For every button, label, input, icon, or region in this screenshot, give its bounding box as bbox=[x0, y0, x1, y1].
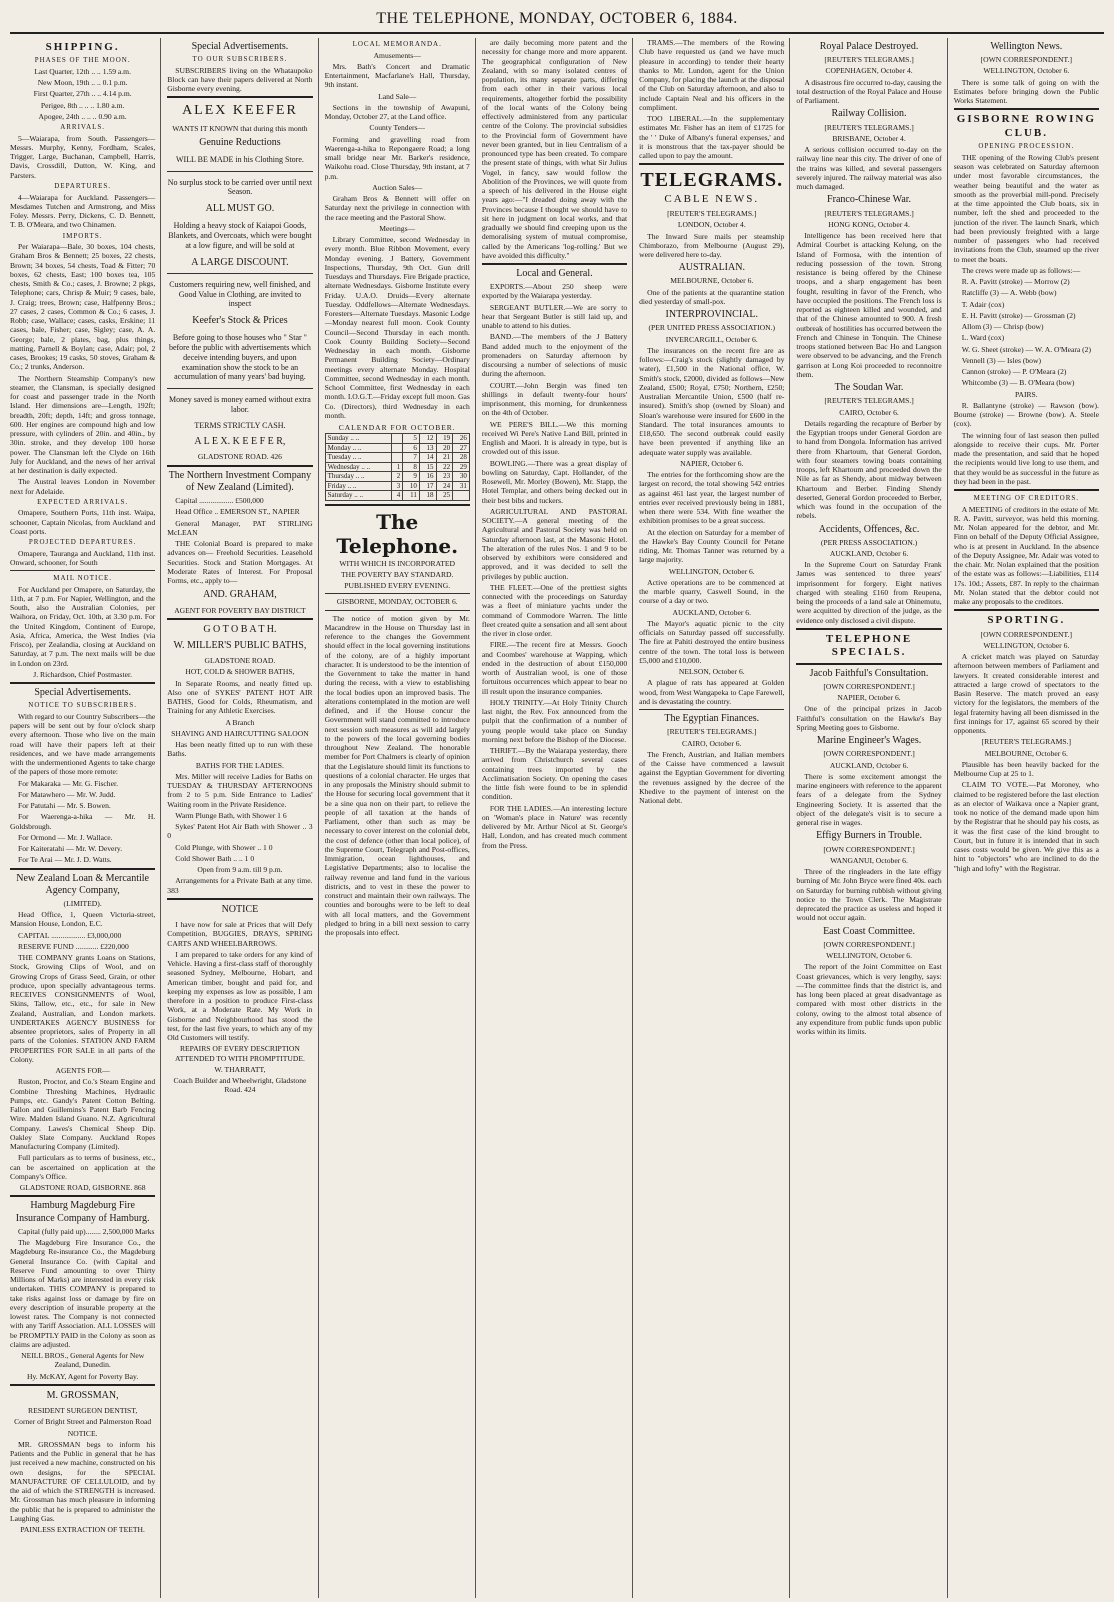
palace-text: A disastrous fire occurred to-day, causing the total destruction of the Royal Palace and House of Parliament. bbox=[796, 77, 942, 106]
calendar-cell: Wednesday .. .. bbox=[325, 462, 391, 472]
genuine-reductions: Genuine Reductions bbox=[199, 136, 281, 148]
palace-dateline: COPENHAGEN, October 4. bbox=[825, 66, 913, 76]
calendar-cell: 6 bbox=[403, 443, 420, 453]
effigy-corr: [OWN CORRESPONDENT.] bbox=[823, 844, 915, 854]
calendar-cell: 10 bbox=[403, 481, 420, 491]
tharratt-sub: Coach Builder and Wheelwright, Gladstone Road. 424 bbox=[173, 1076, 307, 1095]
sporting-heading: SPORTING. bbox=[987, 614, 1066, 627]
calendar-cell: 14 bbox=[419, 453, 436, 463]
ladies-text: Mrs. Miller will receive Ladies for Baths on TUESDAY & THURSDAY AFTERNOONS from 2 to 5 p.m. Side Entrance to Ladies' Waiting room in the Private Residence. bbox=[167, 771, 313, 809]
calendar-cell: Tuesday .. .. bbox=[325, 453, 391, 463]
soudan-dateline: CAIRO, October 6. bbox=[839, 407, 899, 417]
agent-line: For Kaiteratahi — Mr. W. Devery. bbox=[18, 844, 123, 854]
soudan-text: Details regarding the recapture of Berber by the Egyptian troops under General Gordon are to hand from Dongola. Information has arrived there from Khartoum, that General Gordon, with four steamers towing boats containing troops, left Khartoum and proceeded down the Nile as far as Shendy, about midway between Khartoum and Berber. Finding Shendy deserted, General Gordon proceeded to Berber, which was found in the occupation of the rebels. bbox=[796, 418, 942, 521]
insurances-text: The insurances on the recent fire are as follows:—Craig's stock (slightly damaged by water), £1,500 in the National office, W. Smith's stock, £2000, divided as follows—New Zealand, £500; Royal, £750; Northern, £250; Australian Mercantile Union, £500 (half re-insured). Smith's shop (owned by Sloan) and Sloan's warehouse were insured for £600 in the Standard. The total insurances amounts to £18,650. The second outbreak could easily have been prevented if anything like an adequate water supply was available. bbox=[639, 345, 785, 457]
telegrams-heading: TELEGRAMS. bbox=[640, 169, 784, 192]
money-saved: Money saved is money earned without extra labor. bbox=[169, 395, 311, 414]
calendar-cell: Friday .. .. bbox=[325, 481, 391, 491]
agent-line: For Makaraka — Mr. G. Fischer. bbox=[18, 778, 118, 788]
loan-text: THE COMPANY grants Loans on Stations, Stock, Growing Clips of Wool, and on Growing Crops of Grass Seed, Grain, or other produce, upon specially advantageous terms. RECEIVES CONSIGNMENTS of Wool, Skins, Tallow, etc., etc., for sale in New Zealand, Australian, and London markets. UNDERTAKES AGENCY BUSINESS for absentee proprietors, sales of Property in all parts of the Colonies. STATION AND FARM PROPERTIES FOR SALE in all parts of the Colony. bbox=[10, 953, 156, 1064]
loan-limited: (LIMITED). bbox=[63, 898, 102, 908]
land-sale-label: Land Sale— bbox=[378, 91, 417, 101]
crew-line: Whitcombe (3) — B. O'Meara (bow) bbox=[961, 378, 1075, 388]
london-text: The Inward Sure mails per steamship Chimborazo, from Melbourne (August 29), were delivered here to-day. bbox=[639, 231, 785, 260]
calendar-cell bbox=[453, 491, 470, 501]
customers-text: Customers requiring new, well finished, and Good Value in Clothing, are invited to inspect bbox=[169, 279, 311, 309]
accidents-heading: Accidents, Offences, &c. bbox=[818, 523, 920, 535]
hamburg-agent: Hy. McKAY, Agent for Poverty Bay. bbox=[27, 1371, 139, 1381]
agents-list bbox=[10, 779, 155, 865]
calendar-cell: Thursday .. .. bbox=[325, 472, 391, 482]
departures-heading: DEPARTURES. bbox=[54, 181, 112, 190]
calendar-row bbox=[325, 453, 469, 463]
wellington-dateline: WELLINGTON, October 6. bbox=[668, 566, 755, 576]
east-coast-heading: East Coast Committee. bbox=[823, 925, 916, 937]
crew-line: E. H. Pavitt (stroke) — Grossman (2) bbox=[961, 310, 1076, 320]
calendar-cell bbox=[391, 443, 403, 453]
melbourne-dateline-2: MELBOURNE, October 6. bbox=[984, 748, 1068, 758]
calendar-cell bbox=[391, 434, 403, 444]
local-item: WE PERE'S BILL.—We this morning received Wi Pere's Native Land Bill, printed in English and Maori. It is already in type, but is crowded out of this issue. bbox=[481, 419, 628, 457]
calendar-caption: CALENDAR FOR OCTOBER. bbox=[338, 423, 456, 433]
loan-heading: New Zealand Loan & Mercantile Agency Company, bbox=[16, 872, 149, 896]
loan-address: GLADSTONE ROAD, GISBORNE. 868 bbox=[19, 1183, 146, 1193]
melbourne-cup-text: Plausible has been heavily backed for the Melbourne Cup at 25 to 1. bbox=[953, 759, 1099, 779]
notice-subheading: NOTICE TO SUBSCRIBERS. bbox=[28, 701, 137, 710]
tharratt-text: I am prepared to take orders for any kind of Vehicle. Having a first-class staff of thoroughly seasoned Sydney, Melbourne, Hobart, and American timber, bought and paid for, and keeping my expenses as low as possible, I am therefore in a position to produce First-class Work, at a Moderate Rate. My Work in Gisborne and Neighbourhood has stood the test, for the last five years, to which any of my Old Customers will testify. bbox=[167, 949, 313, 1043]
wellington-text: Active operations are to be commenced at the marble quarry, Caswell Sound, in the course of a day or two. bbox=[639, 577, 785, 606]
special-ads-heading-2: Special Advertisements. bbox=[191, 41, 289, 52]
agent-line: For Patutahi — Mr. S. Bowen. bbox=[18, 801, 111, 811]
meetings-text: Library Committee, second Wednesday in every month. Blue Ribbon Movement, every Monday evening. J Battery, Government Inspections, Thursday, 9th Oct. Gun drill Tuesdays and Thursdays. Fire Brigade practice, alternate Wednesdays. Gisborne Institute every Friday. U.A.O. Druids—Every alternate Tuesday. Oddfellows—Alternate Wednesdays. Foresters—Alternate Tuesdays. Masonic Lodge—Monday nearest full moon. Cook County Council—Second Thursday in each month. Cook County Building Society—Second Wednesday in each month. Gisborne Permanent Building Society—Ordinary meetings every alternate Monday. Hospital Committee, second Wednesday in each month. School Committee, first Wednesday in each month. I.O.G.T.—Friday except full moon. Gas Co. (Directors), third Wednesday in each month. bbox=[324, 235, 470, 420]
mail-sign: J. Richardson, Chief Postmaster. bbox=[33, 669, 132, 679]
crews-list bbox=[954, 277, 1099, 388]
nameplate-sub: WITH WHICH IS INCORPORATED bbox=[339, 558, 456, 568]
shaving-heading: SHAVING AND HAIRCUTTING SALOON bbox=[171, 728, 309, 738]
open-hours: Open from 9 a.m. till 9 p.m. bbox=[197, 865, 283, 875]
calendar-cell: 13 bbox=[419, 443, 436, 453]
calendar-cell: 7 bbox=[403, 453, 420, 463]
local-memoranda-heading: LOCAL MEMORANDA. bbox=[352, 40, 442, 48]
marine-text: There is some excitement amongst the marine engineers with reference to the apparent fears of a delegate from the Sydney Engineering Society. It is asserted that the object of the delegate's visit is to secure a general rise in wages. bbox=[796, 771, 942, 828]
northern-agent-sub: AGENT FOR POVERTY BAY DISTRICT bbox=[174, 605, 306, 615]
calendar-cell: Monday .. .. bbox=[325, 443, 391, 453]
crew-line: R. A. Pavitt (stroke) — Morrow (2) bbox=[961, 277, 1070, 287]
shipping-heading: SHIPPING. bbox=[45, 41, 120, 53]
palace-reuters: [REUTER'S TELEGRAMS.] bbox=[824, 55, 914, 65]
loan-capital: CAPITAL .................. £3,000,000 bbox=[18, 930, 122, 940]
auction-label: Auction Sales— bbox=[372, 182, 423, 192]
auckland-text: The Mayor's aquatic picnic to the city officials on Saturday passed off successfully. The fire at Pahiti destroyed the entire business centre of the town. The total loss is between £5,000 and £10,000. bbox=[639, 618, 785, 665]
northern-text: THE Colonial Board is prepared to make advances on— Freehold Securities. Leasehold Securities. Stock and Station Mortgages. At Moderate Rates of Interest. For Proposal Forms, etc., apply to— bbox=[167, 539, 313, 586]
interprovincial-heading: INTERPROVINCIAL. bbox=[665, 309, 759, 321]
keefer-sign: A L E X. K E E F E R, bbox=[194, 436, 286, 448]
calendar-row bbox=[325, 443, 469, 453]
accidents-press: (PER PRESS ASSOCIATION.) bbox=[820, 537, 918, 547]
baths-sub: HOT, COLD & SHOWER BATHS, bbox=[185, 667, 295, 677]
crews-label: The crews were made up as follows:— bbox=[961, 265, 1081, 275]
railway-text: A serious collision occurred to-day on the railway line near this city. The driver of one of the trains was killed, and several passengers severely injured. The railway material was also much damaged. bbox=[796, 145, 942, 192]
napier-dateline: NAPIER, October 6. bbox=[680, 458, 744, 468]
accidents-text: In the Supreme Court on Saturday Frank James was sentenced to three years' imprisonment for forgery. Eight natives charged with stealing £160 from Reupena, being the proceeds of a land sale at Ohinemutu, were acquitted by direction of the judge, as the evidence only disclosed a civil dispute. bbox=[796, 560, 942, 625]
pairs-heading: PAIRS. bbox=[1014, 389, 1038, 399]
melbourne-reuters: [REUTER'S TELEGRAMS.] bbox=[981, 737, 1072, 747]
calendar-row bbox=[325, 472, 469, 482]
price-line: Cold Shower Bath .. .. 1 0 bbox=[175, 853, 255, 863]
price-line: Cold Plunge, with Shower .. 1 0 bbox=[175, 842, 273, 852]
melbourne-text: One of the patients at the quarantine station died yesterday of small-pox. bbox=[639, 287, 785, 306]
column-2 bbox=[167, 38, 318, 1598]
grossman-footer: PAINLESS EXTRACTION OF TEETH. bbox=[20, 1525, 145, 1535]
calendar-row bbox=[325, 462, 469, 472]
rowing-sub: OPENING PROCESSION. bbox=[978, 142, 1075, 151]
before-going-text: Before going to those houses who " Star " before the public with advertisements which deceive intending buyers, and upon examination show the stock to be an accumulation of many years' bad buying. bbox=[168, 333, 311, 382]
nelson-text: A plague of rats has appeared at Golden wood, from West Wangapeka to Cape Farewell, and is devastating the country. bbox=[639, 678, 785, 706]
rowing-heading: GISBORNE ROWING CLUB. bbox=[956, 113, 1096, 139]
mail-text: For Auckland per Omapere, on Saturday, the 11th, at 7 p.m. For Napier, Wellington, and the South, also the Australian Colonies, per Waihora, on Friday, Oct. 10th, at 3.30 p.m. For the United Kingdom, Continent of Europe, Asia, Africa, America, the West Indies (via Frisco), per Zealandia, closing at Auckland on Saturday, at 7 p.m. The next mails will be due in London on 23rd. bbox=[10, 584, 156, 668]
columns bbox=[10, 38, 1104, 1598]
railway-heading: Railway Collision. bbox=[831, 108, 907, 120]
northern-capital: Capital .................. £500,000 bbox=[175, 496, 264, 506]
nameplate-standard: THE POVERTY BAY STANDARD. bbox=[340, 569, 454, 579]
subscribers-text: SUBSCRIBERS living on the Whataupoko Block can have their papers delivered at North Gisborne every evening. bbox=[167, 65, 313, 94]
loan-office: Head Office, 1, Queen Victoria-street, Mansion House, London, E.C. bbox=[10, 910, 156, 929]
agent-line: For Te Arai — Mr. J. D. Watts. bbox=[18, 855, 112, 865]
rowing-text: THE opening of the Rowing Club's present season was celebrated on Saturday afternoon under most favorable circumstances, the weather being beautiful and the water as smooth as the proverbial mill-pond. Precisely at the time appointed the Club boats, six in number, left the shed and proceeded to the junction of the river. The launch Snark, which had been previously freighted with a large number of passengers who had received invitations from the Club, steamed up the river to meet the boats. bbox=[953, 152, 1099, 264]
crew-line: Allom (3) — Chrisp (bow) bbox=[961, 322, 1044, 332]
large-discount: A LARGE DISCOUNT. bbox=[191, 256, 289, 268]
agents-for: AGENTS FOR— bbox=[55, 1066, 110, 1076]
grossman-notice: NOTICE. bbox=[67, 1428, 98, 1438]
special-ads-heading: Special Advertisements. bbox=[34, 687, 131, 699]
crew-line: Vennell (3) — Isles (bow) bbox=[961, 355, 1041, 365]
keefer-heading: ALEX KEEFER bbox=[182, 103, 298, 119]
notice-text: With regard to our Country Subscribers—the papers will be sent out by four o'clock sharp every afternoon. Those who live on the main road will have their papers left at their residences, and we have made arrangements with the undermentioned Agents to take charge of the papers of those more remote: bbox=[10, 711, 156, 777]
dateline: GISBORNE, MONDAY, OCTOBER 6. bbox=[336, 597, 458, 607]
railway-dateline: BRISBANE, October 4. bbox=[832, 133, 906, 143]
wellington-news-dateline: WELLINGTON, October 6. bbox=[983, 66, 1070, 76]
franco-reuters: [REUTER'S TELEGRAMS.] bbox=[824, 208, 914, 218]
calendar-cell: Sunday .. .. bbox=[325, 434, 391, 444]
effigy-dateline: WANGANUI, October 6. bbox=[830, 855, 908, 865]
county-label: County Tenders— bbox=[369, 123, 426, 133]
melbourne-dateline: MELBOURNE, October 6. bbox=[670, 276, 754, 286]
effigy-text: Three of the ringleaders in the late effigy burning of Mr. John Bryce were fined 40s. each on Saturday for burning rubbish without giving notice to the Town Clerk. The Magistrate deprecated the practice as useless and hoped it would not occur again. bbox=[796, 867, 942, 923]
loan-reserve: RESERVE FUND ............ £220,000 bbox=[18, 941, 129, 951]
sporting-dateline: WELLINGTON, October 6. bbox=[983, 640, 1070, 650]
claim-to-vote-text: CLAIM TO VOTE.—Pat Moroney, who claimed to be registered before the last election as an elector of Waikava once a Napier grant, took no notice of the demand made upon him by the Registrar that he should pay his costs, as it was the first case of the kind brought to Court, but in future it is intended that in such cases costs would be given. We give this as a hint to "objectors" who are inclined to do the "high and lofty" with the Registrar. bbox=[953, 780, 1099, 873]
wellington-news-text: There is some talk of going on with the Estimates before bringing down the Public Works Statement. bbox=[953, 77, 1099, 106]
editorial-continuation: are daily becoming more patent and the necessity for change more and more apparent. The geographical configuration of New Zealand, with so many isolated centres of population, its many separate parts, differing from each other in their various local requirements, altogether forbid the possibility of the local wants of the Colony being effectively administered from any particular centre of the Colony. The provincial subsidies to the Provincial form of Government have never been granted, but in lieu Centralism of a pronounced type has been created. To compare the present state of things, with what Sir Julius Vogel, in fancy, saw would follow the Abolition of the Provinces, we will quote from a speech of his delivered in the House eight years ago:—"I dreaded doing away with the Provinces because I thought we should have to sit here in judgment on local works, and that gradually we should find creeping upon us the demoralising system of mutual compromise, called by the Americans 'log-rolling.' But we have avoided this difficulty." bbox=[481, 38, 628, 260]
notice-text-2: I have now for sale at Prices that will Defy Competition, BUGGIES, DRAYS, SPRING CARTS AND WHEELBARROWS. bbox=[167, 920, 313, 948]
jacob-corr: [OWN CORRESPONDENT.] bbox=[823, 681, 915, 691]
keefer-address: GLADSTONE ROAD. 426 bbox=[197, 452, 282, 462]
marine-dateline: AUCKLAND, October 6. bbox=[829, 760, 909, 770]
running-head bbox=[10, 10, 1104, 34]
calendar-row bbox=[325, 434, 469, 444]
baths-text: In Separate Rooms, and neatly fitted up. Also one of SYKES' PATENT HOT AIR BATHS, Good for Colds, Rheumatism, and Training for any Athletic Exercises. bbox=[167, 678, 313, 716]
go-to-bath: G O T O B A T H. bbox=[203, 623, 277, 635]
marine-heading: Marine Engineer's Wages. bbox=[816, 735, 922, 747]
running-head-title: THE TELEPHONE, MONDAY, OCTOBER 6, 1884. bbox=[376, 10, 738, 27]
grossman-sub: RESIDENT SURGEON DENTIST, bbox=[28, 1406, 138, 1416]
column-4 bbox=[482, 38, 633, 1598]
calendar-cell: 27 bbox=[453, 443, 470, 453]
hamburg-heading: Hamburg Magdeburg Fire Insurance Company of Hamburg. bbox=[15, 1200, 150, 1224]
will-be-made: WILL BE MADE in his Clothing Store. bbox=[175, 154, 304, 164]
agent-line: For Matawhero — Mr. W. Judd. bbox=[18, 789, 116, 799]
imports-heading: IMPORTS. bbox=[62, 231, 103, 240]
rowing-text-2: The winning four of last season then pulled alongside to receive their cups. Mr. Porter made the presentation, and said that he hoped the recipients would live long to use them, and that they would be as successful in the future as they had been in the past. bbox=[953, 430, 1099, 486]
wellington-news-corr: [OWN CORRESPONDENT.] bbox=[980, 55, 1073, 65]
loan-footer: Full particulars as to terms of business, etc., can be ascertained on application at the Company's Office. bbox=[10, 1153, 156, 1181]
all-must-go: ALL MUST GO. bbox=[205, 203, 275, 215]
agents-for-text: Ruston, Proctor, and Co.'s Steam Engine and Combine Threshing Machines, Hydraulic Pumps, etc. Gandy's Patent Cotton Belting. Fallon and Guillemins's Patent Barb Fencing Wire. Malden Island Guano. N.Z. Agricultural Company. Lawes's Chemical Sheep Dip. Oakley Slate Company. Auckland Ropes Manufacturing Company (Limited). bbox=[10, 1077, 156, 1152]
stock-prices: Keefer's Stock & Prices bbox=[192, 315, 288, 327]
pairs-text: R. Ballantyne (stroke) — Rawson (bow). Bourne (stroke) — Browne (bow). A. Steele (cox). bbox=[953, 400, 1099, 429]
imports-text: Per Waiarapa—Bale, 30 boxes, 104 chests, Graham Bros & Bennett; 25 boxes, 22 chests, Brown; 34 boxes, 54 chests, Toad & Fitter; 70 boxes, 62 chests, East; 100 boxes tea, 105 chests, Smith & Co.; cases, J. Browne; 2 pkgs, Telephone; cars, Chrisp & Muir; 9 cases, bale, J. Craig; trees, Brown; case, Halfpenny Bros.; 27 cases, 2 cases, Common & Co.; 6 cases, J. Robb; case, Wallace; cases, casks, Erskine; 11 cases, bale, Fisher; case, Sigley; case, A. A. George; bale, 2 plates, bag, plus things, matting, Parnell & Boylan; case, Adair; pol, 2 cases, Brookes; 19 casks, 50 stoves, Graham & Co.; 2 trunks, Anderson. bbox=[10, 242, 156, 372]
column-7 bbox=[954, 38, 1104, 1598]
editorial-text: The notice of motion given by Mr. Macandrew in the House on Thursday last in reference to the changes the Government should effect in the local governing institutions of the colony, are of a highly important character. It is understood to be the intention of the Government to take the matter in hand during the recess, with a view to establishing the local bodies upon an improved basis. The alterations contemplated in the motion are well defined, and if the House concur the Government will stand committed to introduce next session such measures as will add largely to the powers of the local governing bodies throughout New Zealand. The honorable member for Port Chalmers is clearly of opinion that the Legislature should limit its functions to questions of a colonial character. He urges that in any proposals the Ministry should submit to the House for securing local government that it be a sine qua non on their part, to relieve the people of all taxation at the hands of Parliament, other than such as may be necessary to cover interest on the colonial debt, the cost of defence (other than local police), of the Supreme Court, Telegraph and Post-offices, Immigration, ocean lighthouses, and Legislative Departments; also to localise the railway revenue and land fund in the various districts, and to vest in these the power to construct and maintain their own railways. The counties and boroughs were to be left to deal with all local matters, and the Government pledged to bring in a bill next session to carry the proposals into effect. bbox=[324, 613, 470, 938]
soudan-reuters: [REUTER'S TELEGRAMS.] bbox=[824, 396, 914, 406]
hamburg-sign: NEILL BROS., General Agents for New Zealand, Dunedin. bbox=[21, 1351, 145, 1370]
calendar-cell: 9 bbox=[403, 472, 420, 482]
franco-dateline: HONG KONG, October 4. bbox=[828, 219, 910, 229]
calendar-row bbox=[325, 491, 469, 501]
column-6 bbox=[796, 38, 947, 1598]
east-coast-dateline: WELLINGTON, October 6. bbox=[826, 951, 912, 960]
calendar-cell: 12 bbox=[419, 434, 436, 444]
october-calendar bbox=[325, 423, 470, 501]
arrivals-heading: ARRIVALS. bbox=[60, 123, 106, 132]
egyptian-reuters: [REUTER'S TELEGRAMS.] bbox=[667, 727, 757, 737]
calendar-cell: Saturday .. .. bbox=[325, 491, 391, 501]
jacob-text: One of the principal prizes in Jacob Faithful's consultation on the Hawke's Bay Spring Meeting goes to Gisborne. bbox=[796, 704, 942, 732]
baths-address: GLADSTONE ROAD. bbox=[204, 656, 276, 666]
county-text: Forming and gravelling road from Waerenga-a-hika to Repongaere Road; a long small bridge near Mr. Barker's residence, Waikohu road. Close Thursday, 9th instant, at 7 p.m. bbox=[324, 134, 470, 181]
local-item: FIRE.—The recent fire at Messrs. Gooch and Coombes' warehouse at Wapping, which ended in the destruction of about £150,000 worth of Australian wool, is one of those fortuitous occurrences which appear to bear no ill result upon the insurance companies. bbox=[481, 640, 628, 696]
northern-manager: General Manager, PAT STIRLING McLEAN bbox=[167, 518, 313, 537]
nameplate: The Telephone. bbox=[336, 509, 459, 559]
crew-line: W. G. Sheet (stroke) — W. A. O'Meara (2) bbox=[961, 344, 1091, 354]
jacob-heading: Jacob Faithful's Consultation. bbox=[809, 667, 929, 679]
land-sale-text: Sections in the township of Awapuni, Monday, October 27, at the Land office. bbox=[324, 102, 470, 122]
accidents-dateline: AUCKLAND, October 6. bbox=[829, 548, 909, 558]
nameplate-published: PUBLISHED EVERY EVENING. bbox=[344, 581, 451, 591]
austral-text: The Austral leaves London in November next for Adelaide. bbox=[10, 477, 156, 496]
wellington-news-heading: Wellington News. bbox=[990, 41, 1063, 52]
marine-corr: [OWN CORRESPONDENT.] bbox=[823, 749, 915, 759]
local-item: THRIFT.—By the Waiarapa yesterday, there arrived from Christchurch several cases containing trees imported by the Acclimatisation Society. On opening the cases the little fish were found to be in splendid condition. bbox=[481, 746, 628, 802]
cable-news-heading: CABLE NEWS. bbox=[664, 192, 760, 205]
ladies-heading: BATHS FOR THE LADIES. bbox=[195, 760, 284, 770]
moon-line: New Moon, 19th .. .. 0.1 p.m. bbox=[37, 78, 128, 88]
auction-text: Graham Bros & Bennett will offer on Saturday next the privilege in connection with the race meeting and the Pastoral Show. bbox=[324, 194, 470, 222]
grossman-address: Corner of Bright Street and Palmerston Road bbox=[14, 1417, 152, 1427]
local-item: THE FLEET.—One of the prettiest sights connected with the proceedings on Saturday was a fleet of miniature yachts under the command of Commodore Warren. The little fleet created quite a sensation and all sent about the river in close order. bbox=[481, 582, 628, 639]
projected-text: Omapere, Tauranga and Auckland, 11th inst. Onward, schooner, for South bbox=[10, 548, 156, 567]
calendar-cell: 30 bbox=[453, 472, 470, 482]
reuters-label: [REUTER'S TELEGRAMS.] bbox=[667, 209, 757, 219]
calendar-cell: 16 bbox=[419, 472, 436, 482]
calendar-cell: 28 bbox=[453, 453, 470, 463]
column-5 bbox=[639, 38, 790, 1598]
crew-line: Cannon (stroke) — P. O'Meara (2) bbox=[961, 367, 1067, 377]
moon-line: Last Quarter, 12th .. .. 1.59 a.m. bbox=[34, 66, 131, 76]
expected-heading: EXPECTED ARRIVALS. bbox=[37, 497, 129, 506]
holding-text: Holding a heavy stock of Kaiapoi Goods, Blankets, and Overcoats, which were bought at a low figure, and will be sold at bbox=[168, 221, 312, 250]
column-3 bbox=[325, 38, 476, 1598]
calendar-cell: 21 bbox=[436, 453, 453, 463]
calendar-cell: 8 bbox=[403, 462, 420, 472]
departures-text: 4—Waiarapa for Auckland. Passengers—Mesdames Tutchen and Armstrong, and Miss Foley. Messrs. Perry, Dickens, C. D. Bennett, T. B. O'Meara, and two Chinamen. bbox=[10, 192, 156, 230]
local-item: FOR THE LADIES.—An interesting lecture on 'Woman's place in Nature' was recently delivered by Mr. Arthur Nicol at St. George's Hall, London, and has created much comment from the Press. bbox=[481, 803, 628, 850]
palace-heading: Royal Palace Destroyed. bbox=[819, 41, 919, 52]
crew-line: Ratcliffe (3) — A. Webb (bow) bbox=[961, 288, 1057, 298]
auckland-dateline: AUCKLAND, October 6. bbox=[672, 607, 751, 617]
calendar-cell: 11 bbox=[403, 491, 420, 501]
calendar-cell bbox=[391, 453, 403, 463]
jacob-dateline: NAPIER, October 6. bbox=[837, 693, 901, 703]
sporting-corr: [OWN CORRESPONDENT.] bbox=[980, 629, 1073, 639]
bath-prices bbox=[167, 811, 312, 863]
australian-heading: AUSTRALIAN. bbox=[678, 262, 745, 274]
crew-line: L. Ward (cox) bbox=[961, 333, 1005, 343]
northern-agent: AND. GRAHAM, bbox=[203, 589, 277, 601]
arrangements: Arrangements for a Private Bath at any time. 383 bbox=[167, 876, 313, 895]
amusements-text: Mrs. Bath's Concert and Dramatic Entertainment, Macfarlane's Hall, Thursday, 9th instant. bbox=[324, 61, 470, 90]
trams-text: TRAMS.—The members of the Rowing Club have requested us (and we have much pleasure in according) to tender their hearty thanks to Mr. Lundon, agent for the Union Company, for placing the launch at the disposal of the Club on Saturday afternoon, and also to include Captain Neal and his officers in the compliment. bbox=[639, 38, 785, 112]
egyptian-heading: The Egyptian Finances. bbox=[664, 713, 760, 725]
calendar-cell: 25 bbox=[436, 491, 453, 501]
northern-steamship-text: The Northern Steamship Company's new steamer, the Clansman, is specially designed for coast and passenger trade in the North Island. Her dimensions are—Length, 192ft; breadth, 20ft; depth, 14ft; and gross tonnage, 600. Her engines are compound high and low pressure, with cylinders of 20in. and 40in., by 30in. stroke, and they develop 100 horse power. The Clansman left the Clyde on 16th July for Auckland, and the news of her arrival at her destination is daily expected. bbox=[10, 373, 156, 476]
creditors-heading: MEETING OF CREDITORS. bbox=[973, 494, 1080, 503]
calendar-cell: 17 bbox=[419, 481, 436, 491]
projected-heading: PROJECTED DEPARTURES. bbox=[28, 538, 137, 547]
hamburg-capital: Capital (fully paid up)........ 2,500,000 Marks bbox=[18, 1226, 155, 1236]
moon-line: Perigee, 8th .. .. .. 1.80 a.m. bbox=[40, 100, 125, 110]
east-coast-corr: [OWN CORRESPONDENT.] bbox=[823, 939, 915, 949]
grossman-heading: M. GROSSMAN, bbox=[46, 1389, 119, 1401]
tharratt-sign: W. THARRATT, bbox=[214, 1064, 266, 1074]
moon-line: Apogee, 24th .. .. .. 0.90 a.m. bbox=[38, 111, 127, 121]
grossman-text: MR. GROSSMAN begs to inform his Patients and the Public in general that he has just received a new machine, constructed on his own designs, for the SPECIAL MANUFACTURE OF CELLULOID, and by the aid of which the STRENGTH is increased. Mr. Grossman has much pleasure in informing the public that he is prepared to administer the Laughing Gas. bbox=[10, 1439, 156, 1523]
column-1 bbox=[10, 38, 161, 1598]
cairo-dateline: CAIRO, October 6. bbox=[682, 738, 742, 748]
calendar-cell: 1 bbox=[391, 462, 403, 472]
napier-text: The entries for the forthcoming show are the largest on record, the total showing 542 entries as against 461 last year, the largest number of entries ever received previously being in 1881, when there were 534. With fine weather the exhibition promises to be a great success. bbox=[639, 470, 785, 526]
no-surplus: No surplus stock to be carried over until next Season. bbox=[167, 177, 313, 197]
press-association-label: (PER UNITED PRESS ASSOCIATION.) bbox=[648, 323, 776, 333]
hamburg-text: The Magdeburg Fire Insurance Co., the Magdeburg Re-insurance Co., the Magdeburg General Insurance Co. (with Capital and Reserve Fund amounting to over Thirty Millions of Marks) are interested in every risk undertaken. THIS COMPANY is prepared to take risks against loss or damage by fire on every description of insurable property at the lowest rates. The Company is not connected with any Tariff Association. ALL LOSSES will be PROMPTLY PAID in the Colony as soon as claims are adjusted. bbox=[10, 1238, 156, 1349]
price-line: Warm Plunge Bath, with Shower 1 6 bbox=[175, 810, 287, 820]
effigy-heading: Effigy Burners in Trouble. bbox=[816, 830, 923, 842]
moon-line: First Quarter, 27th .. .. 4.14 p.m. bbox=[33, 89, 132, 99]
calendar-cell: 26 bbox=[453, 434, 470, 444]
local-item: HOLY TRINITY.—At Holy Trinity Church last night, the Rev. Fox announced from the pulpit that the confirmation of a number of young people would take place on Sunday morning next before the Bishop of the Diocese. bbox=[481, 697, 628, 744]
franco-text: Intelligence has been received here that Admiral Courbet is attacking Kelung, on the Island of Formosa, with the intention of reducing possession of the town. Strong resistance is being offered by the Chinese troops, and a sharp engagement has been fought, resulting in favor of the French, who have occupied the positions. The French loss is reported as eighteen killed and wounded, and that of the Chinese amounted to 900. A fresh outbreak of hostilities has occurred between the French and Chinese in Tonquin. The Chinese troops stationed between Bac Ho and Langson were observed to be advancing, and the French garrison at Long Koi proceeded to reconnoitre them. bbox=[796, 231, 942, 379]
calendar-cell: 31 bbox=[453, 481, 470, 491]
calendar-cell: 19 bbox=[436, 434, 453, 444]
soudan-heading: The Soudan War. bbox=[834, 382, 904, 394]
shaving-text: Has been neatly fitted up to run with these Baths. bbox=[167, 740, 313, 759]
northern-investment-heading: The Northern Investment Company of New Zealand (Limited). bbox=[168, 469, 312, 493]
meetings-label: Meetings— bbox=[379, 223, 416, 233]
election-text: At the election on Saturday for a member of the Hawke's Bay County Council for Petane riding, Mr. Thomas Tanner was returned by a large majority. bbox=[639, 527, 785, 565]
calendar-cell: 22 bbox=[436, 462, 453, 472]
calendar-cell: 20 bbox=[436, 443, 453, 453]
baths-heading: W. MILLER'S PUBLIC BATHS, bbox=[173, 639, 307, 651]
railway-reuters: [REUTER'S TELEGRAMS.] bbox=[824, 122, 914, 132]
mail-heading: MAIL NOTICE. bbox=[53, 574, 113, 583]
terms-cash: TERMS STRICTLY CASH. bbox=[194, 420, 286, 430]
crew-line: T. Adair (cox) bbox=[961, 299, 1005, 309]
calendar-cell: 4 bbox=[391, 491, 403, 501]
local-item: BOWLING.—There was a great display of bowling on Saturday, Capt. Hollander, of the Rosewell, Mr. Morley (Bowen), Mr. Stapp, the Hotel Templar, and others being decked out in their best bibs and tuckers. bbox=[481, 458, 628, 505]
egyptian-text: The French, Austrian, and Italian members of the Caisse have commenced a lawsuit against the Egyptian Government for diverting the revenues assigned by the decree of the Khedive to the payment of interest on the National debt. bbox=[639, 749, 785, 806]
expected-text: Omapere, Southern Ports, 11th inst. Waipa, schooner, Captain Nicolas, from Auckland and Coast ports. bbox=[10, 508, 156, 536]
london-dateline: LONDON, October 4. bbox=[677, 220, 746, 230]
agent-line: For Ormond — Mr. J. Wallace. bbox=[18, 832, 113, 842]
local-items bbox=[482, 282, 627, 850]
invercargill-dateline: INVERCARGILL, October 6. bbox=[665, 334, 758, 344]
local-item: SERGEANT BUTLER.—We are sorry to hear that Sergeant Butler is still laid up, and unable to attend to his duties. bbox=[481, 302, 628, 331]
branch: A Branch bbox=[225, 717, 255, 727]
price-line: Sykes' Patent Hot Air Bath with Shower .. 3 0 bbox=[167, 822, 313, 841]
calendar-cell: 5 bbox=[403, 434, 420, 444]
calendar-cell: 29 bbox=[453, 462, 470, 472]
sporting-text: A cricket match was played on Saturday afternoon between members of Parliament and lawyers. It created considerable interest and attracted a large crowd of spectators to the Basin Reserve. The match proved an easy victory for the legislators, the members of the legal fraternity having all been dismissed in the first innings for 17, against 65 scored by their opponents. bbox=[953, 652, 1099, 736]
specials-heading: TELEPHONE SPECIALS. bbox=[825, 632, 913, 659]
creditors-text: A MEETING of creditors in the estate of Mr. R. A. Pavitt, surveyor, was held this morning. Mr. Nolan appeared for the debtor, and Mr. Finn on behalf of the Deputy Official Assignee, who is at present in Auckland. In the absence of the Deputy Assignee, Mr. Adair was voted to the chair. Mr. Nolan explained that the position of the estate was as follows:—Liabilities, £114 17s. 10d.; Assets, £87. In reply to the chairman Mr. Nolan stated that the debtor could not make any proposals to the creditors. bbox=[953, 504, 1099, 607]
northern-office: Head Office .. EMERSON ST., NAPIER bbox=[175, 507, 300, 517]
calendar-cell: 24 bbox=[436, 481, 453, 491]
local-general-heading: Local and General. bbox=[516, 268, 593, 279]
liberal-text: TOO LIBERAL.—In the supplementary estimates Mr. Fisher has an item of £1725 for the ' ' Duke of Albany's funeral expenses,' and it is monstrous that the tax-payer should be called upon to pay the amount. bbox=[639, 114, 785, 160]
moon-list bbox=[10, 67, 155, 121]
nelson-dateline: NELSON, October 6. bbox=[678, 667, 745, 677]
amusements-label: Amusements— bbox=[373, 50, 421, 60]
calendar-cell: 15 bbox=[419, 462, 436, 472]
keefer-wants: WANTS IT KNOWN that during this month bbox=[172, 123, 308, 133]
moon-heading: PHASES OF THE MOON. bbox=[34, 56, 131, 65]
calendar-row bbox=[325, 481, 469, 491]
calendar-cell: 2 bbox=[391, 472, 403, 482]
calendar-cell: 3 bbox=[391, 481, 403, 491]
east-coast-text: The report of the Joint Committee on East Coast grievances, which is very lengthy, says:—The committee finds that the district is, and has long been placed at great disadvantage as compared with most other districts in the colony, owing to the almost total absence of any expenditure from public funds upon public works within its limits. bbox=[796, 962, 942, 1036]
to-subscribers: TO OUR SUBSCRIBERS. bbox=[192, 55, 288, 64]
agent-line: For Waerenga-a-hika — Mr. H. Goldsbrough. bbox=[10, 812, 156, 831]
calendar-cell: 18 bbox=[419, 491, 436, 501]
notice-heading: NOTICE bbox=[221, 903, 259, 915]
local-item: EXPORTS.—About 250 sheep were exported by the Waiarapa yesterday. bbox=[481, 282, 628, 301]
local-item: AGRICULTURAL AND PASTORAL SOCIETY.—A general meeting of the Agricultural and Pastoral Society was held on Saturday afternoon last, at the Masonic Hotel. The alteration of the rules Nos. 1 and 9 to be observed by exhibitors were considered and approved, and it was decided to sell the privileges by public auction. bbox=[481, 506, 628, 581]
local-item: BAND.—The members of the J Battery Band added much to the enjoyment of the promenaders on Saturday afternoon by discoursing a number of selections of music during the afternoon. bbox=[481, 332, 628, 379]
calendar-cell: 23 bbox=[436, 472, 453, 482]
tharratt-repairs: REPAIRS OF EVERY DESCRIPTION ATTENDED TO WITH PROMPTITUDE. bbox=[174, 1044, 305, 1063]
arrivals-text: 5—Waiarapa, from South. Passengers—Messrs. Murphy, Kenny, Fordham, Scales, Trigger, Large, Buchanan, Campbell, Harris, Davis, Crossdill, Dutton, W. King, and Parsters. bbox=[10, 133, 156, 180]
franco-heading: Franco-Chinese War. bbox=[827, 194, 912, 206]
local-item: COURT.—John Bergin was fined ten shillings in default twenty-four hours' imprisonment, this morning, for drunkenness on the 4th of October. bbox=[481, 380, 628, 418]
